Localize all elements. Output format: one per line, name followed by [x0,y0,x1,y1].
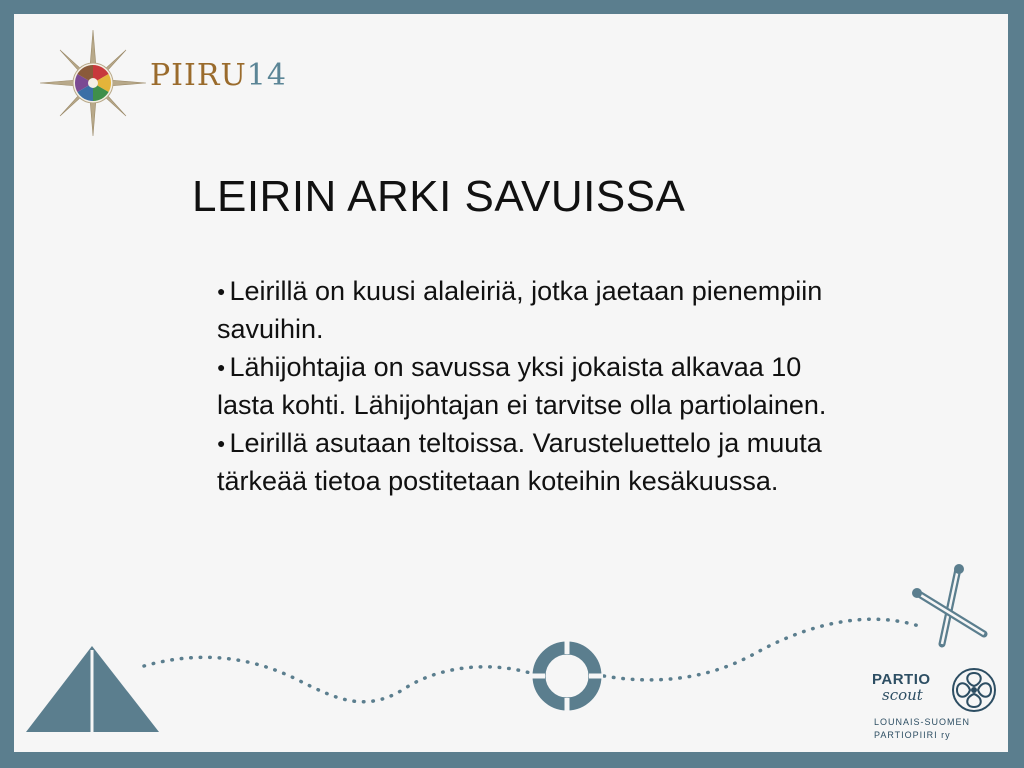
partio-word: PARTIO [872,671,931,688]
logo-wordmark-text: PIIRU [150,58,247,93]
partio-logo [872,671,992,704]
bullet-text: Leirillä asutaan teltoissa. Varusteluettelo ja muuta tärkeää tietoa postitetaan koteihin kesäkuussa. [217,428,822,496]
decor-layer [14,14,1008,752]
lifebuoy-icon [531,640,603,712]
slide-title: LEIRIN ARKI SAVUISSA [192,172,686,221]
bullet-text: Leirillä on kuusi alaleiriä, jotka jaetaan pienempiin savuihin. [217,276,823,344]
org-name-line1: LOUNAIS-SUOMEN [874,717,971,727]
slide [14,14,1008,752]
scout-word: scout [882,686,923,704]
bullet-text: Lähijohtajia on savussa yksi jokaista alkavaa 10 lasta kohti. Lähijohtajan ei tarvitse olla partiolainen. [217,352,827,420]
bullet-dot-icon: ● [217,435,226,451]
bullet-dot-icon: ● [217,283,226,299]
logo-number: 14 [246,58,287,93]
dotted-trail [144,619,919,702]
bullet-dot-icon: ● [217,359,226,375]
crossed-matches-icon [912,564,984,644]
org-name-line2: PARTIOPIIRI ry [874,730,951,740]
tent-icon [26,646,159,732]
